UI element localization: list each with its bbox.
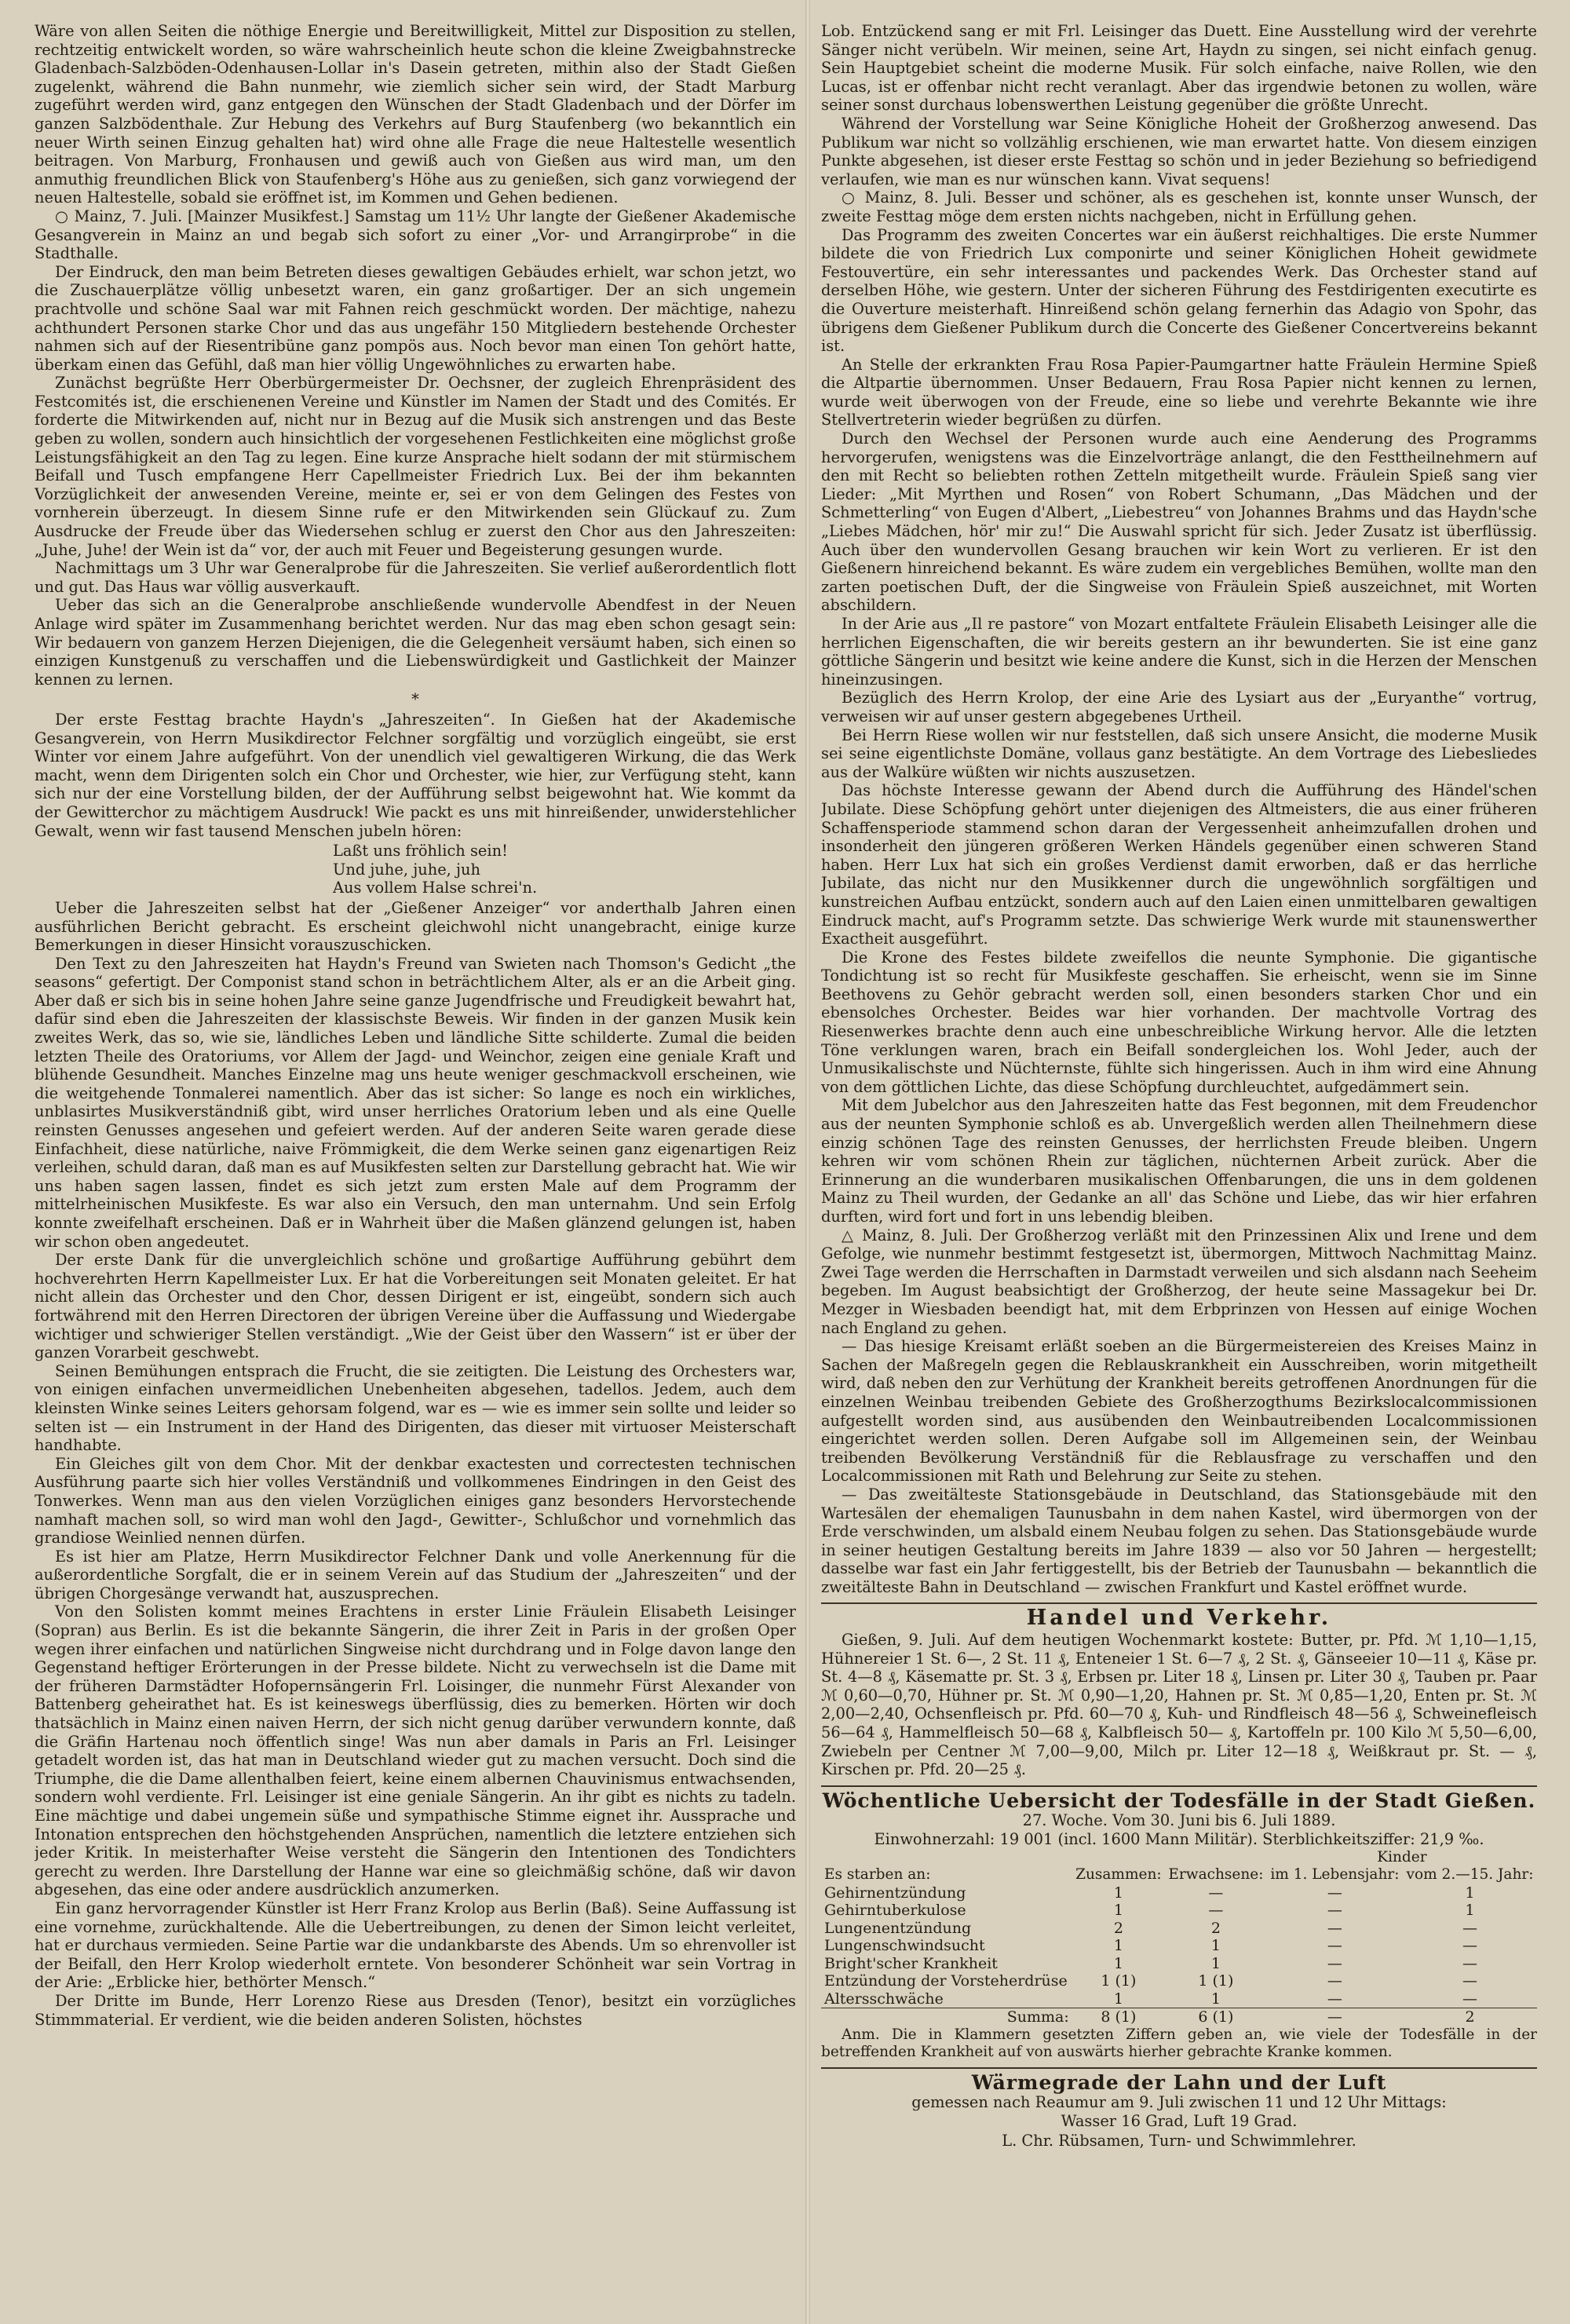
table-cell: 2 bbox=[1403, 2008, 1537, 2026]
article-paragraph: Ein Gleiches gilt von dem Chor. Mit der denkbar exactesten und correctesten technischen Ausführung paarte sich hier volles Verständniß und vollkommenes Eindringen in den Geist des Tonwerkes. Wenn man aus den vielen Vorzüglichen einiges ganz besonders Hervorstechende namhaft machen soll, so wird man wohl den Jagd-, Gewitter-, Schlußchor und vornehmlich das grandiose Weinlied nennen dürfen. bbox=[35, 1454, 796, 1548]
table-row bbox=[821, 1990, 1537, 2008]
article-paragraph: Während der Vorstellung war Seine Königliche Hoheit der Großherzog anwesend. Das Publikum war nicht so vollzählig erschienen, wie man erwartet hatte. Von diesem einzigen Punkte abgesehen, ist dieser erste Festtag so schön und in jeder Beziehung so befriedigend verlaufen, wie man es nur wünschen kann. Vivat sequens! bbox=[821, 114, 1537, 188]
article-dateline-mainz: △ Mainz, 8. Juli. Der Großherzog verläßt mit den Prinzessinen Alix und Irene und dem Gefolge, wie nunmehr bestimmt festgesetzt ist, übermorgen, Mittwoch Nachmittag Mainz. Zwei Tage werden die Herrschaften in Darmstadt verweilen und sich alsdann nach Seeheim begeben. Im August beabsichtigt der Großherzog, der heute seine Massagekur bei Dr. Mezger in Wiesbaden beendigt hat, mit dem Erbprinzen von Hessen auf einige Wochen nach England zu gehen. bbox=[821, 1226, 1537, 1337]
table-cell: — bbox=[1327, 1954, 1342, 1972]
table-cell: — bbox=[1462, 1919, 1477, 1937]
article-paragraph: Von den Solisten kommt meines Erachtens in erster Linie Fräulein Elisabeth Leisinger (Sopran) aus Berlin. Es ist die bekannte Sängerin, die ihrer Zeit in Paris in der großen Oper wegen ihrer einfachen und natürlichen Singweise nicht durchdrang und in Folge davon lange den Gegenstand heftiger Erörterungen in der Presse bildete. Nicht zu verwechseln ist die Dame mit der früheren Darmstädter Hofopernsängerin Frl. Loisinger, die nunmehr Fürst Alexander von Battenberg geheirathet hat. Es ist keineswegs überflüssig, dies zu bemerken. Hörten wir doch thatsächlich in Mainz einen naiven Herrn, der sich nicht genug darüber verwundern konnte, daß die Gräfin Hartenau noch öffentlich singe! Was nun aber damals in Paris an Frl. Leisinger getadelt worden ist, das hat man in Deutschland wieder gut zu machen versucht. Doch sind die Triumphe, die die Dame allenthalben feiert, keine einem albernen Chauvinismus entwachsenden, sondern wohl verdiente. Frl. Leisinger ist eine geniale Sängerin. An ihr gibt es nichts zu tadeln. Eine mächtige und dabei ungemein süße und sympathische Stimme eignet ihr. Aussprache und Intonation entsprechen den höchstgehenden Ansprüchen, namentlich die letztere entziehen sich jeder Kritik. In meisterhafter Weise versteht die Sängerin den Intentionen des Tondichters gerecht zu werden. Ihre Darstellung der Hanne war eine so gleichmäßig schöne, daß wir davon abgesehen, das eine oder andere ausdrücklich anzumerken. bbox=[35, 1602, 796, 1899]
table-cell: 1 bbox=[1210, 1937, 1221, 1955]
table-cell: — bbox=[1267, 2008, 1403, 2026]
table-cell: — bbox=[1462, 1990, 1477, 2008]
table-cell: Bright'scher Krankheit bbox=[824, 1954, 998, 1972]
table-cell: 1 bbox=[1113, 1937, 1123, 1955]
table-cell: — bbox=[1327, 1990, 1342, 2008]
market-report: Gießen, 9. Juli. Auf dem heutigen Wochenmarkt kostete: Butter, pr. Pfd. ℳ 1,10—1,15, Hühnereier 1 St. 6—, 2 St. 11 ₰, Enteneier 1 St. 6—7 ₰, 2 St. ₰, Gänseeier 10—11 ₰, Käse pr. St. 4—8 ₰, Käsematte pr. St. 3 ₰, Erbsen pr. Liter 18 ₰, Linsen pr. Liter 30 ₰, Tauben pr. Paar ℳ 0,60—0,70, Hühner pr. St. ℳ 0,90—1,20, Hahnen pr. St. ℳ 0,85—1,20, Enten pr. St. ℳ 2,00—2,40, Ochsenfleisch pr. Pfd. 60—70 ₰, Kuh- und Rindfleisch 48—56 ₰, Schweinefleisch 56—64 ₰, Hammelfleisch 50—68 ₰, Kalbfleisch 50— ₰, Kartoffeln pr. 100 Kilo ℳ 5,50—6,00, Zwiebeln per Centner ℳ 7,00—9,00, Milch pr. Liter 12—18 ₰, Weißkraut pr. St. — ₰, Kirschen pr. Pfd. 20—25 ₰. bbox=[821, 1631, 1537, 1779]
table-header-children: vom 2.—15. Jahr: bbox=[1406, 1866, 1534, 1884]
table-cell: 1 bbox=[1113, 1884, 1123, 1902]
death-statistics-table bbox=[821, 1849, 1537, 2026]
table-cell: 1 bbox=[1210, 1990, 1221, 2008]
table-cell: Gehirntuberkulose bbox=[824, 1902, 966, 1920]
table-row bbox=[821, 1884, 1537, 1902]
table-cell: 8 (1) bbox=[1072, 2008, 1165, 2026]
article-paragraph: Nachmittags um 3 Uhr war Generalprobe für die Jahreszeiten. Sie verlief außerordentlich flott und gut. Das Haus war völlig ausverkauft. bbox=[35, 559, 796, 596]
section-star: * bbox=[411, 690, 419, 709]
table-cell: — bbox=[1327, 1972, 1342, 1990]
table-header-cause: Es starben an: bbox=[824, 1866, 931, 1884]
table-row bbox=[821, 1955, 1537, 1973]
article-paragraph: Mit dem Jubelchor aus den Jahreszeiten hatte das Fest begonnen, mit dem Freudenchor aus der neunten Symphonie schloß es ab. Unvergeßlich werden allen Theilnehmern diese einzig schönen Tage des reinsten Genusses, der herrlichsten Freude bleiben. Ungern kehren wir vom schönen Rhein zur täglichen, nüchternen Arbeit zurück. Aber die Erinnerung an die wunderbaren musikalischen Offenbarungen, die uns in dem goldenen Mainz zu Theil wurden, der Gedanke an all' das Schöne und Liebe, das wir hier erfahren durften, wird fort und fort in uns lebendig bleiben. bbox=[821, 1096, 1537, 1226]
table-cell: 2 bbox=[1210, 1919, 1221, 1937]
table-cell: Summa: bbox=[821, 2008, 1072, 2026]
article-paragraph: Wäre von allen Seiten die nöthige Energie und Bereitwilligkeit, Mittel zur Disposition zu stellen, rechtzeitig entwickelt worden, so wäre wahrscheinlich heute schon die kleine Zweigbahnstrecke Gladenbach-Salzböden-Odenhausen-Lollar in's Dasein getreten, mithin also der Stadt Gießen zugelenkt, während die Bahn nunmehr, wie ziemlich sicher sein wird, der Stadt Marburg zugeführt werden wird, ganz entgegen den Wünschen der Stadt Gladenbach und der Dörfer im ganzen Salzbödenthale. Zur Hebung des Verkehrs auf Burg Staufenberg (wo bekanntlich ein neuer Wirth seinen Einzug gehalten hat) wird ohne alle Frage die neue Haltestelle wesentlich beitragen. Von Marburg, Fronhausen und gewiß auch von Gießen aus wird man, um den anmuthig freundlichen Blick von Staufenberg's Höhe aus zu genießen, sich ganz vorwiegend der neuen Haltestelle, sobald sie eröffnet ist, im Kommen und Gehen bedienen. bbox=[35, 22, 796, 207]
article-paragraph: In der Arie aus „Il re pastore“ von Mozart entfaltete Fräulein Elisabeth Leisinger alle die herrlichen Eigenschaften, die wir bereits gestern an ihr bewunderten. Sie ist eine ganz göttliche Sängerin und besitzt wie keine andere die Kunst, sich in die Herzen der Menschen hineinzusingen. bbox=[821, 615, 1537, 689]
article-paragraph: Bei Herrn Riese wollen wir nur feststellen, daß sich unsere Ansicht, die moderne Musik sei seine eigentlichste Domäne, vollaus ganz bestätigte. An dem Vortrage des Liebesliedes aus der Walküre wüßten wir nichts auszusetzen. bbox=[821, 725, 1537, 781]
table-cell: — bbox=[1208, 1902, 1224, 1920]
table-cell: 1 bbox=[1465, 1884, 1475, 1902]
article-paragraph: Das Programm des zweiten Concertes war ein äußerst reichhaltiges. Die erste Nummer bildete die von Friedrich Lux componirte und seiner Königlichen Hoheit gewidmete Festouvertüre, ein sehr interessantes und packendes Werk. Das Orchester stand auf derselben Höhe, wie gestern. Unter der sicheren Führung des Festdirigenten executirte es die Ouverture meisterhaft. Hinreißend schön gelang fernerhin das Adagio von Spohr, das übrigens dem Gießener Publikum durch die Concerte des Gießener Concertvereins bekannt ist. bbox=[821, 225, 1537, 356]
article-paragraph: — Das hiesige Kreisamt erläßt soeben an die Bürgermeistereien des Kreises Mainz in Sachen der Maßregeln gegen die Reblauskrankheit ein Ausschreiben, worin mitgetheilt wird, daß neben den zur Verhütung der Krankheit bereits getroffenen Anordnungen für die einzelnen Weinbau treibenden Gebiete des Großherzogthums Bezirkslocalcommissionen aufgestellt worden sind, aus ausübenden den Weinbautreibenden Localcommissionen eingerichtet werden sollen. Deren Aufgabe soll im Allgemeinen sein, der Weinbau treibenden Bevölkerung Verständniß für die Reblausfrage zu verschaffen und den Localcommissionen mit Rath und Belehrung zur Seite zu stehen. bbox=[821, 1337, 1537, 1485]
statistics-population: Einwohnerzahl: 19 001 (incl. 1600 Mann Militär). Sterblichkeitsziffer: 21,9 ‰. bbox=[874, 1830, 1484, 1848]
table-cell: — bbox=[1462, 1954, 1477, 1972]
table-row bbox=[821, 1920, 1537, 1938]
table-sum-row bbox=[821, 2008, 1537, 2026]
article-paragraph: Das höchste Interesse gewann der Abend durch die Aufführung des Händel'schen Jubilate. Diese Schöpfung gehört unter diejenigen des Altmeisters, die aus einer früheren Schaffensperiode stammend schon daran der Vergessenheit anheimzufallen drohen und insonderheit den jüngeren größeren Werken Händels gegenüber einen schweren Stand haben. Herr Lux hat sich ein großes Verdienst damit erworben, daß er das herrliche Jubilate, das nicht nur den Musikkenner durch die ungewöhnlich sorgfältigen und kunstreichen Aufbau entzückt, sondern auch auf den Laien einen unmittelbaren gewaltigen Eindruck macht, auf's Programm setzte. Das schwierige Werk wurde mit staunenswerther Exactheit ausgeführt. bbox=[821, 781, 1537, 948]
table-cell: 1 (1) bbox=[1198, 1972, 1234, 1990]
table-cell: 1 bbox=[1113, 1954, 1123, 1972]
article-paragraph: Der Dritte im Bunde, Herr Lorenzo Riese aus Dresden (Tenor), besitzt ein vorzügliches Stimmmaterial. Er verdient, wie die beiden anderen Solisten, höchstes bbox=[35, 1991, 796, 2029]
section-divider bbox=[821, 1785, 1537, 1787]
verse-line: Und juhe, juhe, juh bbox=[333, 860, 480, 879]
table-row bbox=[821, 1972, 1537, 1990]
article-paragraph: Zunächst begrüßte Herr Oberbürgermeister Dr. Oechsner, der zugleich Ehrenpräsident des Festcomités ist, die erschienenen Vereine und Künstler im Namen der Stadt und des Comités. Er forderte die Mitwirkenden auf, nicht nur in Bezug auf die Musik sich anstrengen und das Beste geben zu wollen, sondern auch hinsichtlich der vorgesehenen Festlichkeiten eine möglichst große Leistungsfähigkeit an den Tag zu legen. Eine kurze Ansprache hielt sodann der mit stürmischem Beifall und Tusch empfangene Herr Capellmeister Friedrich Lux. Bei der ihm bekannten Vorzüglichkeit der anwesenden Vereine, meinte er, sei er von dem Gelingen des Festes von vornherein überzeugt. In diesem Sinne rufe er den Mitwirkenden sein Glückauf zu. Zum Ausdrucke der Freude über das Wiedersehen schlug er zuerst den Chor aus den Jahreszeiten: „Juhe, Juhe! der Wein ist da“ vor, der auch mit Feuer und Begeisterung gesungen wurde. bbox=[35, 374, 796, 559]
table-cell: 1 (1) bbox=[1101, 1972, 1137, 1990]
left-column bbox=[35, 22, 796, 2299]
section-heading-handel: Handel und Verkehr. bbox=[1026, 1606, 1332, 1631]
page-fold bbox=[805, 0, 810, 2324]
section-divider bbox=[821, 2067, 1537, 2069]
table-row bbox=[821, 1902, 1537, 1920]
table-cell: — bbox=[1327, 1919, 1342, 1937]
table-cell: — bbox=[1462, 1937, 1477, 1955]
table-cell: 2 bbox=[1113, 1919, 1123, 1937]
table-cell: 6 (1) bbox=[1165, 2008, 1267, 2026]
article-paragraph: Ueber das sich an die Generalprobe anschließende wundervolle Abendfest in der Neuen Anlage wird später im Zusammenhang berichtet werden. Nur das mag eben schon gesagt sein: Wir bedauern von ganzem Herzen Diejenigen, die die Gelegenheit versäumt haben, sich einen so einzigen Kunstgenuß zu verschaffen und die Liebenswürdigkeit und Gastlichkeit der Mainzer kennen zu lernen. bbox=[35, 596, 796, 689]
article-paragraph: Den Text zu den Jahreszeiten hat Haydn's Freund van Swieten nach Thomson's Gedicht „the seasons“ gefertigt. Der Componist stand schon in beträchtlichem Alter, als er an die Arbeit ging. Aber daß er sich bis in seine hohen Jahre seine ganze Jugendfrische und Freudigkeit bewahrt hat, dafür sind eben die Jahreszeiten der klassischste Beweis. Wir finden in der ganzen Musik kein zweites Werk, das so, wie sie, ländliches Leben und ländliche Sitte schilderte. Zumal die beiden letzten Theile des Oratoriums, vor Allem der Jagd- und Weinchor, zeigen eine geniale Kraft und blühende Gesundheit. Manches Einzelne mag uns heute weniger geschmackvoll erscheinen, wie die weitgehende Tonmalerei namentlich. Aber das ist sicher: So lange es noch ein wirkliches, unblasirtes Musikverständniß gibt, wird unser herrliches Oratorium leben und als eine Quelle reinsten Genusses angesehen und gefeiert werden. Auf der anderen Seite waren gerade diese Einfachheit, diese natürliche, naive Frömmigkeit, die dem Werke seinen ganz eigenartigen Reiz verleihen, schuld daran, daß man es auf Musikfesten selten zur Darstellung gebracht hat. Wie wir uns haben sagen lassen, findet es sich jetzt zum ersten Male auf dem Programm der mittelrheinischen Musikfeste. Es war also ein Versuch, den man unternahm. Und sein Erfolg konnte zweifelhaft erscheinen. Daß er in Wahrheit über die Maßen glänzend gelungen ist, haben wir schon oben angedeutet. bbox=[35, 954, 796, 1251]
article-paragraph: — Das zweitälteste Stationsgebäude in Deutschland, das Stationsgebäude mit den Wartesälen der ehemaligen Taunusbahn in dem nahen Kastel, wird übermorgen von der Erde verschwinden, um alsbald einem Neubau folgen zu sehen. Das Stationsgebäude wurde in seiner heutigen Gestaltung bereits im Jahre 1839 — also vor 50 Jahren — hergestellt; dasselbe war fast ein Jahr fertiggestellt, bis der Betrieb der Taunusbahn — bekanntlich die zweitälteste Bahn in Deutschland — zwischen Frankfurt und Kastel eröffnet wurde. bbox=[821, 1485, 1537, 1596]
right-column bbox=[821, 22, 1537, 2220]
table-cell: Lungenentzündung bbox=[824, 1919, 972, 1937]
table-cell: — bbox=[1327, 1884, 1342, 1902]
table-cell: — bbox=[1327, 1902, 1342, 1920]
article-paragraph: Der Eindruck, den man beim Betreten dieses gewaltigen Gebäudes erhielt, war schon jetzt, wo die Zuschauerplätze völlig unbesetzt waren, ein ganz großartiger. Der an sich ungemein prachtvolle und schöne Saal war mit Fahnen reich geschmückt worden. Der mächtige, nahezu achthundert Personen starke Chor und das aus ungefähr 150 Mitgliedern bestehende Orchester nahmen sich auf der Riesentribüne ganz pompös aus. Noch bevor man einen Ton gehört hatte, überkam einen das Gefühl, daß man hier völlig Ungewöhnliches zu erwarten habe. bbox=[35, 262, 796, 374]
article-paragraph: Bezüglich des Herrn Krolop, der eine Arie des Lysiart aus der „Euryanthe“ vortrug, verweisen wir auf unser gestern abgegebenes Urtheil. bbox=[821, 689, 1537, 725]
table-cell: Altersschwäche bbox=[824, 1990, 944, 2008]
article-dateline-mainz: ○ Mainz, 8. Juli. Besser und schöner, als es geschehen ist, konnte unser Wunsch, der zweite Festtag möge dem ersten nichts nachgeben, nicht in Erfüllung gehen. bbox=[821, 188, 1537, 225]
verse-quote bbox=[333, 842, 796, 897]
article-paragraph: Ueber die Jahreszeiten selbst hat der „Gießener Anzeiger“ vor anderthalb Jahren einen ausführlichen Bericht gebracht. Es erscheint gleichwohl nicht unangebracht, einige kurze Bemerkungen in dieser Hinsicht vorauszuschicken. bbox=[35, 898, 796, 955]
table-header-first-year: im 1. Lebensjahr: bbox=[1270, 1866, 1400, 1884]
temperature-measure-line: gemessen nach Reaumur am 9. Juli zwischen 11 und 12 Uhr Mittags: bbox=[911, 2093, 1447, 2112]
table-cell: Gehirnentzündung bbox=[824, 1884, 966, 1902]
table-cell: — bbox=[1208, 1884, 1224, 1902]
article-dateline-mainz: ○ Mainz, 7. Juli. [Mainzer Musikfest.] Samstag um 11½ Uhr langte der Gießener Akademische Gesangverein in Mainz an und begab sich sofort zu einer „Vor- und Arrangirprobe“ in die Stadthalle. bbox=[35, 206, 796, 263]
article-paragraph: An Stelle der erkrankten Frau Rosa Papier-Paumgartner hatte Fräulein Hermine Spieß die Altpartie übernommen. Unser Bedauern, Frau Rosa Papier nicht kennen zu lernen, wurde weit überwogen von der Freude, eine so liebe und verehrte Bekannte wie ihre Stellvertreterin wieder begrüßen zu dürfen. bbox=[821, 355, 1537, 429]
table-header-kinder: Kinder bbox=[1377, 1848, 1427, 1865]
table-cell: 1 bbox=[1210, 1954, 1221, 1972]
table-header-total: Zusammen: bbox=[1075, 1866, 1162, 1884]
section-divider bbox=[821, 1602, 1537, 1604]
article-paragraph: Durch den Wechsel der Personen wurde auch eine Aenderung des Programms hervorgerufen, wenigstens was die Einzelvorträge anlangt, die den Festtheilnehmern auf den mit Recht so beliebten rothen Zetteln mitgetheilt wurde. Fräulein Spieß sang vier Lieder: „Mit Myrthen und Rosen“ von Robert Schumann, „Das Mädchen und der Schmetterling“ von Eugen d'Albert, „Liebestreu“ von Johannes Brahms und das Haydn'sche „Liebes Mädchen, hör' mir zu!“ Die Auswahl spricht für sich. Jeder Zusatz ist überflüssig. Auch über den wundervollen Gesang brauchen wir kein Wort zu verlieren. Er ist den Gießenern hinreichend bekannt. Es wäre zudem ein vergebliches Bemühen, wollte man den zarten poetischen Duft, der die Singweise von Fräulein Spieß auszeichnet, mit Worten abschildern. bbox=[821, 429, 1537, 615]
table-cell: 1 bbox=[1113, 1990, 1123, 2008]
table-cell: — bbox=[1462, 1972, 1477, 1990]
table-cell: 1 bbox=[1465, 1902, 1475, 1920]
article-paragraph: Der erste Dank für die unvergleichlich schöne und großartige Aufführung gebührt dem hochverehrten Herrn Kapellmeister Lux. Er hat die Vorbereitungen seit Monaten geleitet. Er hat nicht allein das Orchester und den Chor, dessen Dirigent er ist, eingeübt, sondern sich auch fortwährend mit den Herren Directoren der übrigen Vereine über die Auffassung und Wiedergabe wichtiger und schwieriger Stellen verständigt. „Wie der Geist über den Wassern“ ist er über der ganzen Vorarbeit geschwebt. bbox=[35, 1251, 796, 1362]
author-signature: L. Chr. Rübsamen, Turn- und Schwimmlehrer. bbox=[1002, 2132, 1356, 2150]
table-footnote: Anm. Die in Klammern gesetzten Ziffern geben an, wie viele der Todesfälle in der betreffenden Krankheit auf von auswärts hierher gebrachte Kranke kommen. bbox=[821, 2026, 1537, 2060]
table-row bbox=[821, 1937, 1537, 1955]
table-cell: — bbox=[1327, 1937, 1342, 1955]
article-paragraph: Die Krone des Festes bildete zweifellos die neunte Symphonie. Die gigantische Tondichtung ist so recht für Musikfeste geschaffen. Sie erheischt, wenn sie im Sinne Beethovens zu Gehör gebracht werden soll, einen besonders starken Chor und ein ebensolches Orchester. Beides war hier vorhanden. Der machtvolle Vortrag des Riesenwerkes brachte denn auch eine unbeschreibliche Wirkung hervor. Alle die letzten Töne verklungen waren, brach ein Beifall sondergleichen los. Wohl Jeder, auch der Unmusikalischste und Nüchternste, fühlte sich hingerissen. Auch in ihm wird eine Ahnung von dem göttlichen Lichte, das diese Schöpfung durchleuchtet, aufgedämmert sein. bbox=[821, 948, 1537, 1096]
section-heading-todesfaelle: Wöchentliche Uebersicht der Todesfälle in der Stadt Gießen. bbox=[822, 1789, 1536, 1812]
section-heading-waerme: Wärmegrade der Lahn und der Luft bbox=[971, 2070, 1387, 2094]
table-cell: 1 bbox=[1113, 1902, 1123, 1920]
verse-line: Aus vollem Halse schrei'n. bbox=[333, 879, 538, 897]
article-paragraph: Ein ganz hervorragender Künstler ist Herr Franz Krolop aus Berlin (Baß). Seine Auffassung ist eine vornehme, zurückhaltende. Alle die Uebertreibungen, zu denen der Simon leicht verleitet, hat er durchaus vermieden. Seine Partie war die undankbarste des Abends. Um so ehrenvoller ist der Beifall, den Herr Krolop wiederholt erntete. Von besonderer Schönheit war sein Vortrag in der Arie: „Erblicke hier, bethörter Mensch.“ bbox=[35, 1898, 796, 1992]
table-header-adults: Erwachsene: bbox=[1168, 1866, 1264, 1884]
verse-line: Laßt uns fröhlich sein! bbox=[333, 842, 508, 861]
article-paragraph: Es ist hier am Platze, Herrn Musikdirector Felchner Dank und volle Anerkennung für die außerordentliche Sorgfalt, die er in seinem Verein auf das Studium der „Jahreszeiten“ und der übrigen Chorgesänge verwandt hat, auszusprechen. bbox=[35, 1547, 796, 1602]
table-cell: Lungenschwindsucht bbox=[824, 1937, 985, 1955]
article-paragraph: Lob. Entzückend sang er mit Frl. Leisinger das Duett. Eine Ausstellung wird der verehrte Sänger nicht verübeln. Wir meinen, seine Art, Haydn zu singen, sei nicht einfach genug. Sein Hauptgebiet scheint die moderne Musik. Für solch einfache, naive Rollen, wie den Lucas, ist er offenbar nicht recht veranlagt. Aber das irgendwie betonen zu wollen, wäre seiner sonst durchaus lobenswerthen Leistung gegenüber die größte Unrecht. bbox=[821, 22, 1537, 115]
article-paragraph: Seinen Bemühungen entsprach die Frucht, die sie zeitigten. Die Leistung des Orchesters war, von einigen einfachen unvermeidlichen Unebenheiten abgesehen, tadellos. Jedem, auch dem kleinsten Winke seines Leiters gehorsam folgend, war es — wie es immer sein sollte und leider so selten ist — ein Instrument in der Hand des Dirigenten, das dieser mit virtuoser Meisterschaft handhabte. bbox=[35, 1361, 796, 1455]
statistics-week: 27. Woche. Vom 30. Juni bis 6. Juli 1889. bbox=[1022, 1811, 1336, 1830]
article-paragraph: Der erste Festtag brachte Haydn's „Jahreszeiten“. In Gießen hat der Akademische Gesangverein, von Herrn Musikdirector Felchner sorgfältig und vorzüglich eingeübt, sie erst Winter vor einem Jahre aufgeführt. Von der unendlich viel gewaltigeren Wirkung, die das Werk macht, wenn dem Dirigenten solch ein Chor und Orchester, wie hier, zur Verfügung steht, kann sich nur der eine Vorstellung bilden, der der Aufführung selbst beigewohnt hat. Wie kommt da der Gewitterchor zu mächtigem Ausdruck! Wie packt es uns mit hinreißender, unwiderstehlicher Gewalt, wenn wir fast tausend Menschen jubeln hören: bbox=[35, 710, 796, 840]
temperature-values: Wasser 16 Grad, Luft 19 Grad. bbox=[1061, 2111, 1298, 2130]
table-cell: Entzündung der Vorsteherdrüse bbox=[824, 1972, 1068, 1990]
